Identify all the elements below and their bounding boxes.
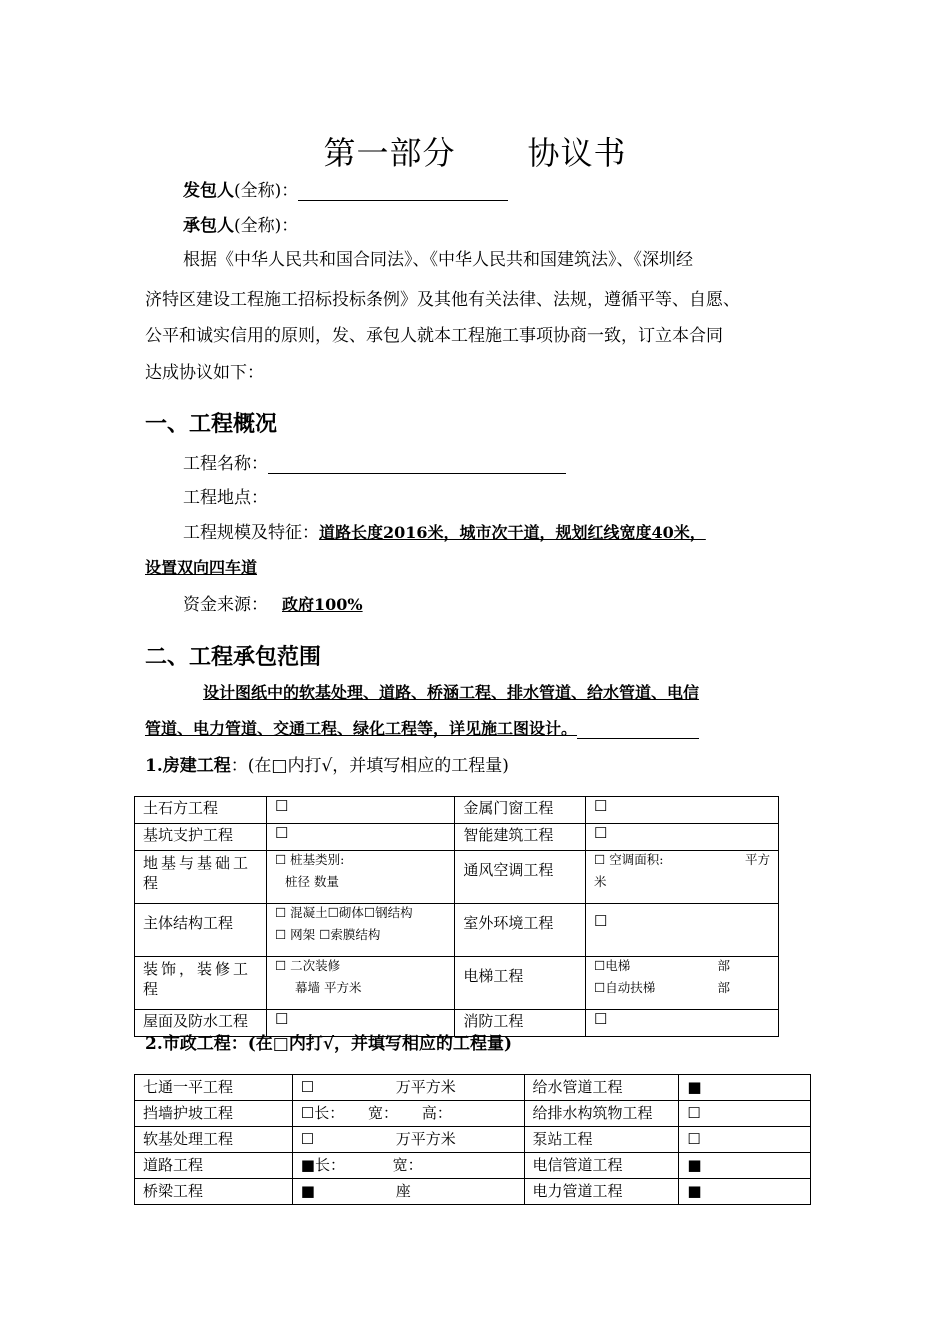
preamble-line-2: 济特区建设工程施工招标投标条例》及其他有关法律、法规，遵循平等、自愿、 — [145, 290, 740, 310]
employer-suffix: (全称)： — [234, 181, 299, 201]
table-row — [135, 1179, 811, 1205]
employer-line — [183, 176, 508, 201]
checkbox[interactable]: ☐ — [267, 824, 455, 851]
project-scale-line — [183, 518, 706, 543]
building-subheading-note: ：(在□内打√，并填写相应的工程量) — [230, 756, 509, 776]
elevator-field[interactable]: ☐电梯 — [594, 958, 631, 973]
table-cell[interactable] — [267, 904, 455, 957]
table-cell: 泵站工程 — [524, 1127, 679, 1153]
table-cell[interactable] — [292, 1127, 524, 1153]
table-row — [135, 1153, 811, 1179]
project-name-line — [183, 449, 566, 474]
project-name-blank — [268, 455, 566, 474]
checkbox[interactable]: ■ — [679, 1153, 811, 1179]
elevator-unit: 部 — [717, 958, 730, 973]
table-cell: 金属门窗工程 — [455, 797, 586, 824]
table-row — [135, 1075, 811, 1101]
project-location-label: 工程地点： — [183, 488, 268, 508]
unit-label: 万平方米 — [395, 1130, 456, 1148]
checkbox[interactable]: ☐ — [586, 904, 779, 957]
structure-type-options-2[interactable]: ☐ 网架 ☐索膜结构 — [275, 926, 381, 942]
building-subheading-num: 1.房建工程 — [145, 756, 231, 776]
table-cell[interactable] — [292, 1101, 524, 1127]
checkbox[interactable]: ☐ — [300, 1078, 315, 1096]
table-cell: 给排水构筑物工程 — [524, 1101, 679, 1127]
table-cell[interactable] — [292, 1153, 524, 1179]
decoration-field[interactable]: ☐ 二次装修 — [275, 958, 341, 973]
table-cell: 基坑支护工程 — [135, 824, 267, 851]
table-row — [135, 851, 779, 904]
scope-line-2 — [145, 716, 699, 739]
contractor-line — [183, 211, 298, 236]
scope-text-2: 管道、电力管道、交通工程、绿化工程等，详见施工图设计。 — [145, 719, 578, 738]
table-cell: 消防工程 — [455, 1010, 586, 1037]
table-cell: 屋面及防水工程 — [135, 1010, 267, 1037]
escalator-unit: 部 — [717, 979, 730, 995]
table-cell[interactable] — [292, 1075, 524, 1101]
table-cell: 室外环境工程 — [455, 904, 586, 957]
table-cell[interactable] — [267, 957, 455, 1010]
ac-area-unit: 平方 — [744, 852, 770, 867]
structure-type-options[interactable]: ☐ 混凝土☐砌体☐钢结构 — [275, 905, 413, 920]
checkbox[interactable]: ☐ — [586, 824, 779, 851]
scope-blank — [577, 723, 699, 739]
building-works-table — [134, 796, 779, 1037]
funding-line — [183, 590, 363, 615]
contractor-suffix: (全称)： — [234, 216, 299, 236]
employer-label: 发包人 — [183, 181, 234, 201]
funding-value: 政府100% — [282, 595, 363, 614]
building-subheading — [145, 751, 509, 776]
checkbox[interactable]: ☐ — [267, 1010, 455, 1037]
table-cell: 七通一平工程 — [135, 1075, 293, 1101]
project-name-label: 工程名称： — [183, 454, 268, 474]
ac-area-unit-2: 米 — [594, 873, 607, 889]
project-scale-value-1: 道路长度2016米，城市次干道，规划红线宽度40米， — [319, 523, 706, 542]
dimension-fields[interactable]: ☐长： 宽： 高： — [300, 1104, 452, 1122]
table-cell: 通风空调工程 — [455, 851, 586, 904]
project-scale-value-2: 设置双向四车道 — [145, 558, 258, 577]
table-cell: 电信管道工程 — [524, 1153, 679, 1179]
table-row — [135, 904, 779, 957]
checkbox[interactable]: ■ — [679, 1075, 811, 1101]
table-cell: 装饰，装修工程 — [135, 957, 267, 1010]
municipal-subheading: 2.市政工程：(在□内打√，并填写相应的工程量) — [145, 1034, 513, 1054]
section2-heading: 二、工程承包范围 — [145, 644, 322, 670]
checkbox[interactable]: ☐ — [679, 1101, 811, 1127]
checkbox[interactable]: ☐ — [679, 1127, 811, 1153]
employer-blank — [298, 182, 508, 201]
table-cell: 软基处理工程 — [135, 1127, 293, 1153]
table-cell[interactable] — [292, 1179, 524, 1205]
table-row — [135, 797, 779, 824]
table-cell: 地基与基础工程 — [135, 851, 267, 904]
pile-type-field[interactable]: ☐ 桩基类别: — [275, 852, 345, 867]
page-title — [0, 128, 950, 174]
table-cell[interactable] — [586, 851, 779, 904]
ac-area-field[interactable]: ☐ 空调面积: — [594, 852, 664, 867]
checkbox[interactable]: ☐ — [267, 797, 455, 824]
table-cell[interactable] — [267, 851, 455, 904]
table-row — [135, 957, 779, 1010]
table-cell: 电力管道工程 — [524, 1179, 679, 1205]
table-row — [135, 1101, 811, 1127]
checkbox[interactable]: ☐ — [586, 1010, 779, 1037]
dimension-fields[interactable]: ■长： 宽： — [300, 1156, 423, 1174]
checkbox[interactable]: ■ — [679, 1179, 811, 1205]
preamble-line-3: 公平和诚实信用的原则，发、承包人就本工程施工事项协商一致，订立本合同 — [145, 326, 723, 346]
table-cell: 智能建筑工程 — [455, 824, 586, 851]
funding-label: 资金来源： — [183, 595, 268, 615]
unit-label: 座 — [395, 1182, 411, 1200]
table-row — [135, 1127, 811, 1153]
scope-line-1 — [145, 680, 699, 703]
table-cell: 道路工程 — [135, 1153, 293, 1179]
scope-text-1: 设计图纸中的软基处理、道路、桥涵工程、排水管道、给水管道、电信 — [203, 683, 700, 702]
table-cell: 土石方工程 — [135, 797, 267, 824]
unit-label: 万平方米 — [395, 1078, 456, 1096]
preamble-line-4: 达成协议如下： — [145, 363, 264, 383]
table-cell[interactable] — [586, 957, 779, 1010]
checkbox[interactable]: ■ — [300, 1182, 315, 1200]
table-cell: 电梯工程 — [455, 957, 586, 1010]
preamble-line-1: 根据《中华人民共和国合同法》、《中华人民共和国建筑法》、《深圳经 — [183, 250, 693, 270]
table-cell: 挡墙护坡工程 — [135, 1101, 293, 1127]
title-name: 协议书 — [527, 134, 627, 172]
table-row — [135, 824, 779, 851]
pile-size-field[interactable]: 桩径 数量 — [285, 873, 339, 889]
table-cell: 给水管道工程 — [524, 1075, 679, 1101]
table-cell: 桥梁工程 — [135, 1179, 293, 1205]
project-scale-label: 工程规模及特征： — [183, 523, 319, 543]
table-cell: 主体结构工程 — [135, 904, 267, 957]
checkbox[interactable]: ☐ — [586, 797, 779, 824]
contractor-label: 承包人 — [183, 216, 234, 236]
municipal-works-table — [134, 1074, 811, 1205]
title-part: 第一部分 — [323, 134, 456, 172]
curtain-wall-field[interactable]: 幕墙 平方米 — [295, 979, 362, 995]
escalator-field[interactable]: ☐自动扶梯 — [594, 979, 656, 995]
section1-heading: 一、工程概况 — [145, 411, 278, 437]
checkbox[interactable]: ☐ — [300, 1130, 315, 1148]
